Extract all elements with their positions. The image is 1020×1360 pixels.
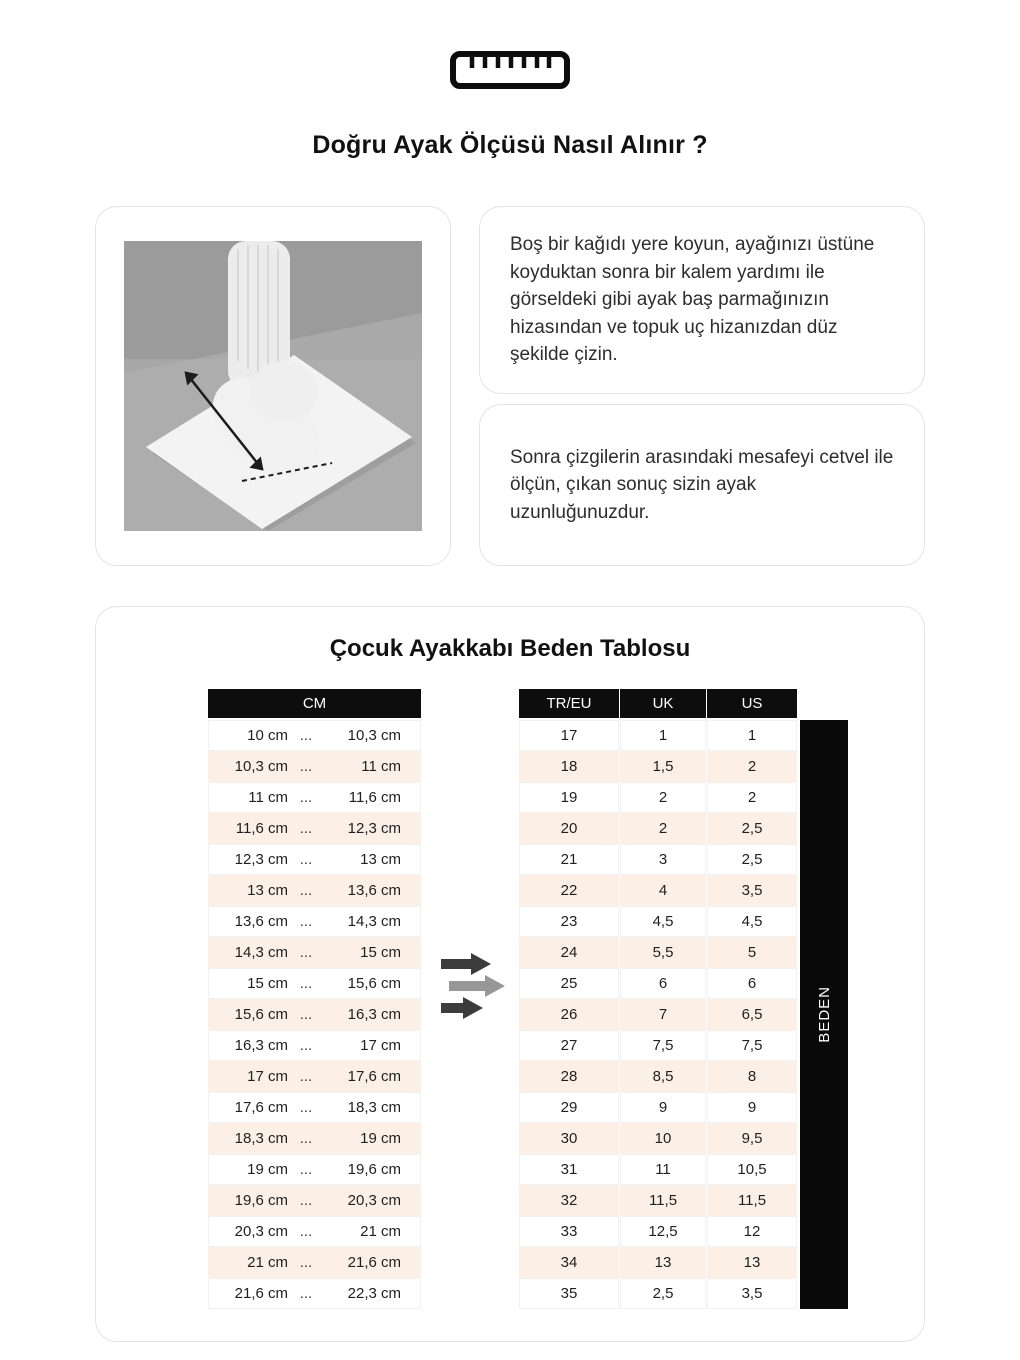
cm-table-row	[208, 1216, 421, 1247]
cm-table-row	[208, 968, 421, 999]
foot-measurement-photo	[124, 241, 422, 531]
size-eu-value: 29	[519, 1092, 619, 1123]
size-us-value: 7,5	[707, 1030, 797, 1061]
size-table-row	[519, 1092, 797, 1123]
size-uk-value: 1,5	[620, 751, 706, 782]
size-eu-value: 18	[519, 751, 619, 782]
size-eu-value: 27	[519, 1030, 619, 1061]
size-uk-value: 11	[620, 1154, 706, 1185]
beden-side-bar	[800, 720, 848, 1309]
size-table-header-us: US	[707, 689, 797, 718]
cm-range-dots: ...	[299, 1037, 313, 1054]
cm-table-row	[208, 1061, 421, 1092]
cm-range-dots: ...	[299, 851, 313, 868]
cm-table-row	[208, 1030, 421, 1061]
cm-range-max: 12,3 cm	[347, 820, 401, 837]
cm-range-min: 11,6 cm	[235, 820, 288, 837]
size-us-value: 10,5	[707, 1154, 797, 1185]
instruction-step-2	[479, 404, 925, 566]
cm-range-min: 15 cm	[247, 975, 288, 992]
size-us-value: 2	[707, 782, 797, 813]
size-eu-value: 23	[519, 906, 619, 937]
size-uk-value: 1	[620, 720, 706, 751]
cm-range-dots: ...	[299, 944, 313, 961]
size-us-value: 12	[707, 1216, 797, 1247]
size-us-value: 6	[707, 968, 797, 999]
cm-range-max: 20,3 cm	[347, 1192, 401, 1209]
cm-range-dots: ...	[299, 1254, 313, 1271]
size-table-row	[519, 937, 797, 968]
beden-side-label: BEDEN	[815, 986, 833, 1043]
size-eu-value: 20	[519, 813, 619, 844]
size-table-header-uk: UK	[620, 689, 706, 718]
size-table-row	[519, 1278, 797, 1309]
size-us-value: 9,5	[707, 1123, 797, 1154]
size-eu-value: 19	[519, 782, 619, 813]
cm-range-dots: ...	[299, 1099, 313, 1116]
size-table-row	[519, 751, 797, 782]
cm-range-max: 19 cm	[360, 1130, 401, 1147]
cm-range-min: 11 cm	[248, 789, 288, 806]
size-eu-value: 31	[519, 1154, 619, 1185]
cm-range-max: 11,6 cm	[348, 789, 401, 806]
size-us-value: 6,5	[707, 999, 797, 1030]
size-table-row	[519, 1123, 797, 1154]
cm-table-row	[208, 844, 421, 875]
cm-range-max: 15 cm	[360, 944, 401, 961]
size-table-row	[519, 1061, 797, 1092]
cm-range-min: 12,3 cm	[234, 851, 288, 868]
cm-range-max: 21,6 cm	[347, 1254, 401, 1271]
cm-table-row	[208, 751, 421, 782]
size-us-value: 13	[707, 1247, 797, 1278]
size-uk-value: 10	[620, 1123, 706, 1154]
cm-range-min: 14,3 cm	[234, 944, 288, 961]
size-table-row	[519, 720, 797, 751]
ruler-icon	[449, 50, 571, 95]
cm-table-row	[208, 1154, 421, 1185]
size-us-value: 11,5	[707, 1185, 797, 1216]
size-eu-value: 17	[519, 720, 619, 751]
size-us-value: 3,5	[707, 1278, 797, 1309]
size-us-value: 5	[707, 937, 797, 968]
cm-range-max: 17 cm	[360, 1037, 401, 1054]
cm-range-max: 14,3 cm	[347, 913, 401, 930]
cm-range-min: 19 cm	[247, 1161, 288, 1178]
cm-range-dots: ...	[299, 789, 313, 806]
instruction-step-2-text: Sonra çizgilerin arasındaki mesafeyi cetvel ile ölçün, çıkan sonuç sizin ayak uzunluğunuzdur.	[510, 446, 894, 523]
cm-range-min: 21 cm	[247, 1254, 288, 1271]
size-table-row	[519, 1216, 797, 1247]
size-chart-title: Çocuk Ayakkabı Beden Tablosu	[329, 635, 691, 662]
cm-range-min: 21,6 cm	[234, 1285, 288, 1302]
cm-range-max: 19,6 cm	[347, 1161, 401, 1178]
size-table-body	[519, 720, 797, 1309]
transfer-arrows-icon	[439, 947, 507, 1023]
cm-range-dots: ...	[299, 1161, 313, 1178]
size-us-value: 2,5	[707, 844, 797, 875]
size-us-value: 8	[707, 1061, 797, 1092]
cm-range-max: 13,6 cm	[347, 882, 401, 899]
cm-range-dots: ...	[299, 727, 313, 744]
size-uk-value: 5,5	[620, 937, 706, 968]
cm-range-dots: ...	[299, 1068, 313, 1085]
size-uk-value: 9	[620, 1092, 706, 1123]
size-uk-value: 11,5	[620, 1185, 706, 1216]
instruction-step-1-text: Boş bir kağıdı yere koyun, ayağınızı üstüne koyduktan sonra bir kalem yardımı ile görseldeki gibi ayak baş parmağınızın hizasından ve topuk uç hizanızdan düz şekilde çizin.	[510, 234, 875, 366]
cm-table-row	[208, 1185, 421, 1216]
cm-range-dots: ...	[299, 1006, 313, 1023]
size-uk-value: 6	[620, 968, 706, 999]
size-us-value: 9	[707, 1092, 797, 1123]
instruction-step-1	[479, 206, 925, 394]
cm-table-row	[208, 1278, 421, 1309]
size-uk-value: 13	[620, 1247, 706, 1278]
cm-range-dots: ...	[299, 820, 313, 837]
cm-table-row	[208, 937, 421, 968]
size-eu-value: 34	[519, 1247, 619, 1278]
cm-range-min: 18,3 cm	[234, 1130, 288, 1147]
cm-table-body	[208, 720, 421, 1309]
size-us-value: 2	[707, 751, 797, 782]
size-eu-value: 26	[519, 999, 619, 1030]
size-eu-value: 35	[519, 1278, 619, 1309]
cm-range-min: 17 cm	[247, 1068, 288, 1085]
size-us-value: 2,5	[707, 813, 797, 844]
size-eu-value: 22	[519, 875, 619, 906]
size-table-row	[519, 875, 797, 906]
size-uk-value: 2,5	[620, 1278, 706, 1309]
cm-range-max: 21 cm	[360, 1223, 401, 1240]
cm-range-dots: ...	[299, 1223, 313, 1240]
cm-range-dots: ...	[299, 1130, 313, 1147]
size-table-row	[519, 782, 797, 813]
size-chart-card	[95, 606, 925, 1342]
cm-table-row	[208, 1247, 421, 1278]
cm-range-min: 19,6 cm	[234, 1192, 288, 1209]
size-table-row	[519, 999, 797, 1030]
cm-range-max: 10,3 cm	[347, 727, 401, 744]
cm-range-min: 13,6 cm	[234, 913, 288, 930]
size-table-row	[519, 1154, 797, 1185]
size-uk-value: 4	[620, 875, 706, 906]
size-uk-value: 8,5	[620, 1061, 706, 1092]
cm-table-row	[208, 720, 421, 751]
howto-section	[95, 206, 925, 566]
size-us-value: 3,5	[707, 875, 797, 906]
size-table	[519, 689, 797, 1309]
size-table-row	[519, 968, 797, 999]
cm-range-max: 16,3 cm	[347, 1006, 401, 1023]
cm-range-dots: ...	[299, 758, 313, 775]
size-eu-value: 32	[519, 1185, 619, 1216]
cm-table-row	[208, 906, 421, 937]
size-table-row	[519, 906, 797, 937]
cm-range-max: 18,3 cm	[347, 1099, 401, 1116]
size-table-row	[519, 844, 797, 875]
size-uk-value: 2	[620, 782, 706, 813]
cm-range-min: 13 cm	[247, 882, 288, 899]
cm-range-min: 20,3 cm	[234, 1223, 288, 1240]
size-eu-value: 28	[519, 1061, 619, 1092]
cm-range-max: 13 cm	[360, 851, 401, 868]
size-uk-value: 7,5	[620, 1030, 706, 1061]
size-table-row	[519, 1030, 797, 1061]
cm-range-max: 15,6 cm	[347, 975, 401, 992]
cm-range-min: 17,6 cm	[234, 1099, 288, 1116]
cm-range-dots: ...	[299, 975, 313, 992]
size-uk-value: 3	[620, 844, 706, 875]
cm-table-row	[208, 782, 421, 813]
cm-range-dots: ...	[299, 1285, 313, 1302]
size-eu-value: 24	[519, 937, 619, 968]
size-us-value: 1	[707, 720, 797, 751]
cm-range-max: 11 cm	[361, 758, 401, 775]
cm-range-min: 16,3 cm	[234, 1037, 288, 1054]
cm-table-row	[208, 1092, 421, 1123]
ruler-icon-wrap	[0, 0, 1020, 95]
cm-range-max: 22,3 cm	[347, 1285, 401, 1302]
cm-range-dots: ...	[299, 1192, 313, 1209]
size-us-value: 4,5	[707, 906, 797, 937]
cm-table-header: CM	[208, 689, 421, 718]
cm-range-max: 17,6 cm	[347, 1068, 401, 1085]
cm-range-dots: ...	[299, 913, 313, 930]
size-table-header-row	[519, 689, 797, 718]
size-table-row	[519, 1247, 797, 1278]
cm-table-row	[208, 999, 421, 1030]
size-uk-value: 4,5	[620, 906, 706, 937]
cm-range-min: 15,6 cm	[234, 1006, 288, 1023]
size-eu-value: 25	[519, 968, 619, 999]
size-table-row	[519, 1185, 797, 1216]
cm-range-dots: ...	[299, 882, 313, 899]
cm-range-min: 10 cm	[247, 727, 288, 744]
size-eu-value: 21	[519, 844, 619, 875]
size-uk-value: 7	[620, 999, 706, 1030]
cm-table	[208, 689, 421, 1309]
cm-table-row	[208, 875, 421, 906]
size-eu-value: 30	[519, 1123, 619, 1154]
instruction-cards	[479, 206, 925, 566]
cm-table-row	[208, 1123, 421, 1154]
size-eu-value: 33	[519, 1216, 619, 1247]
cm-table-row	[208, 813, 421, 844]
size-table-row	[519, 813, 797, 844]
size-uk-value: 2	[620, 813, 706, 844]
size-table-header-treu: TR/EU	[519, 689, 619, 718]
foot-photo-card	[95, 206, 451, 566]
cm-range-min: 10,3 cm	[234, 758, 288, 775]
page-title: Doğru Ayak Ölçüsü Nasıl Alınır ?	[312, 131, 708, 159]
size-chart-tables	[96, 689, 924, 1309]
size-uk-value: 12,5	[620, 1216, 706, 1247]
